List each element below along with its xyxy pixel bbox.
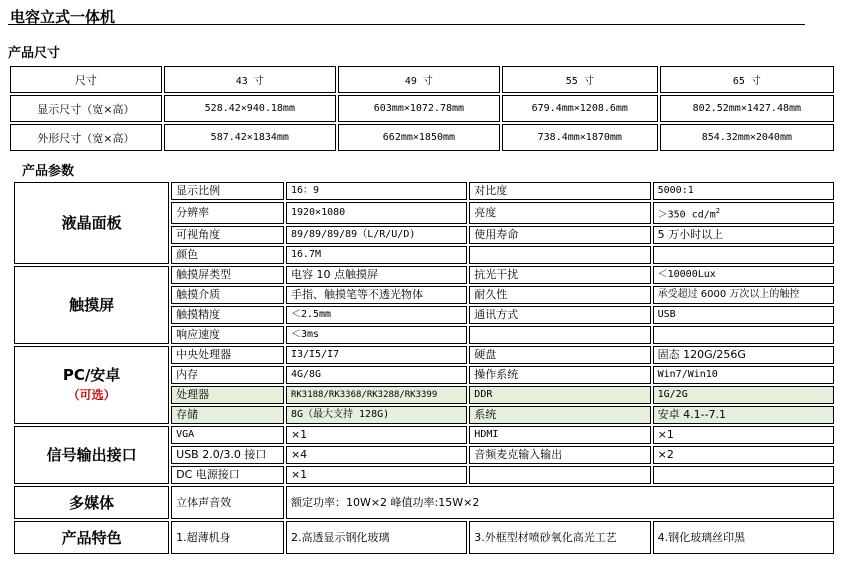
param-key: DDR bbox=[469, 386, 650, 404]
param-key: 内存 bbox=[171, 366, 284, 384]
param-key: 触摸精度 bbox=[171, 306, 284, 324]
feature-item: 1.超薄机身 bbox=[171, 521, 284, 554]
optional-tag: （可选） bbox=[67, 388, 116, 403]
param-row bbox=[14, 426, 834, 444]
param-key: 音频麦克输入输出 bbox=[469, 446, 650, 464]
param-value: ×1 bbox=[286, 426, 467, 444]
param-value: 8G（最大支持 128G) bbox=[286, 406, 467, 424]
param-key: 亮度 bbox=[469, 202, 650, 224]
param-value: 16：9 bbox=[286, 182, 467, 200]
size-cell: 854.32mm×2040mm bbox=[660, 124, 834, 151]
param-value-empty bbox=[653, 326, 834, 344]
param-key: 通讯方式 bbox=[469, 306, 650, 324]
size-cell: 802.52mm×1427.48mm bbox=[660, 95, 834, 122]
param-key: 显示比例 bbox=[171, 182, 284, 200]
size-row-display bbox=[10, 95, 834, 122]
param-row bbox=[14, 521, 834, 554]
size-header-row bbox=[10, 66, 834, 93]
size-header-55: 55 寸 bbox=[502, 66, 658, 93]
param-value: I3/I5/I7 bbox=[286, 346, 467, 364]
param-value: 额定功率：10W×2 峰值功率:15W×2 bbox=[286, 486, 834, 519]
section-heading-params: 产品参数 bbox=[22, 164, 75, 179]
size-header-65: 65 寸 bbox=[660, 66, 834, 93]
size-cell: 528.42×940.18mm bbox=[164, 95, 336, 122]
param-key: 对比度 bbox=[469, 182, 650, 200]
size-header-43: 43 寸 bbox=[164, 66, 336, 93]
param-value: ＜2.5mm bbox=[286, 306, 467, 324]
param-key: 响应速度 bbox=[171, 326, 284, 344]
param-value: Win7/Win10 bbox=[653, 366, 834, 384]
size-table bbox=[8, 64, 836, 153]
size-cell: 679.4mm×1208.6mm bbox=[502, 95, 658, 122]
category-features: 产品特色 bbox=[14, 521, 169, 554]
param-row bbox=[14, 266, 834, 284]
param-key: 系统 bbox=[469, 406, 650, 424]
size-row-label: 显示尺寸（宽×高） bbox=[10, 95, 162, 122]
param-value: 89/89/89/89（L/R/U/D) bbox=[286, 226, 467, 244]
param-value: 4G/8G bbox=[286, 366, 467, 384]
param-value: USB bbox=[653, 306, 834, 324]
param-value: ＜10000Lux bbox=[653, 266, 834, 284]
param-value-empty bbox=[653, 466, 834, 484]
category-pc bbox=[14, 346, 169, 424]
title-divider bbox=[8, 24, 805, 25]
param-value: 固态 120G/256G bbox=[653, 346, 834, 364]
params-table bbox=[12, 180, 836, 556]
param-value: 1920×1080 bbox=[286, 202, 467, 224]
param-key-empty bbox=[469, 466, 650, 484]
param-key: 可视角度 bbox=[171, 226, 284, 244]
param-key: DC 电源接口 bbox=[171, 466, 284, 484]
category-lcd: 液晶面板 bbox=[14, 182, 169, 264]
param-value-empty bbox=[653, 246, 834, 264]
feature-item: 3.外框型材喷砂氧化高光工艺 bbox=[469, 521, 650, 554]
param-value: 5 万小时以上 bbox=[653, 226, 834, 244]
param-value: 电容 10 点触摸屏 bbox=[286, 266, 467, 284]
param-key: 触摸屏类型 bbox=[171, 266, 284, 284]
page-title: 电容立式一体机 bbox=[10, 8, 116, 26]
param-value: RK3188/RK3368/RK3288/RK3399 bbox=[286, 386, 467, 404]
param-value: ×1 bbox=[653, 426, 834, 444]
param-key: USB 2.0/3.0 接口 bbox=[171, 446, 284, 464]
param-key: 中央处理器 bbox=[171, 346, 284, 364]
param-row bbox=[14, 182, 834, 200]
feature-item: 4.钢化玻璃丝印黑 bbox=[653, 521, 834, 554]
size-header-label: 尺寸 bbox=[10, 66, 162, 93]
param-key: 使用寿命 bbox=[469, 226, 650, 244]
param-key: VGA bbox=[171, 426, 284, 444]
param-value: 1G/2G bbox=[653, 386, 834, 404]
param-row bbox=[14, 486, 834, 519]
param-value: ×2 bbox=[653, 446, 834, 464]
category-media: 多媒体 bbox=[14, 486, 169, 519]
param-key: HDMI bbox=[469, 426, 650, 444]
param-key: 抗光干扰 bbox=[469, 266, 650, 284]
brightness-value: ＞350 cd/m bbox=[657, 209, 716, 221]
param-key: 处理器 bbox=[171, 386, 284, 404]
param-key: 触摸介质 bbox=[171, 286, 284, 304]
size-row-label: 外形尺寸（宽×高） bbox=[10, 124, 162, 151]
param-value: 16.7M bbox=[286, 246, 467, 264]
param-key: 分辨率 bbox=[171, 202, 284, 224]
param-key: 硬盘 bbox=[469, 346, 650, 364]
param-key: 立体声音效 bbox=[171, 486, 284, 519]
size-cell: 662mm×1850mm bbox=[338, 124, 500, 151]
param-value: 手指、触摸笔等不透光物体 bbox=[286, 286, 467, 304]
size-cell: 738.4mm×1870mm bbox=[502, 124, 658, 151]
size-cell: 587.42×1834mm bbox=[164, 124, 336, 151]
param-value bbox=[653, 202, 834, 224]
param-value: 承受超过 6000 万次以上的触控 bbox=[653, 286, 834, 304]
category-io: 信号输出接口 bbox=[14, 426, 169, 484]
size-row-outline bbox=[10, 124, 834, 151]
param-key: 操作系统 bbox=[469, 366, 650, 384]
param-value: ×4 bbox=[286, 446, 467, 464]
param-value: ＜3ms bbox=[286, 326, 467, 344]
param-key: 颜色 bbox=[171, 246, 284, 264]
category-touch: 触摸屏 bbox=[14, 266, 169, 344]
param-key: 存储 bbox=[171, 406, 284, 424]
param-key-empty bbox=[469, 246, 650, 264]
param-row bbox=[14, 346, 834, 364]
size-header-49: 49 寸 bbox=[338, 66, 500, 93]
param-key-empty bbox=[469, 326, 650, 344]
category-pc-title: PC/安卓 bbox=[62, 366, 121, 385]
brightness-unit-exponent: 2 bbox=[715, 207, 721, 215]
param-value: ×1 bbox=[286, 466, 467, 484]
param-value: 安卓 4.1--7.1 bbox=[653, 406, 834, 424]
section-heading-size: 产品尺寸 bbox=[8, 46, 61, 61]
param-key: 耐久性 bbox=[469, 286, 650, 304]
size-cell: 603mm×1072.78mm bbox=[338, 95, 500, 122]
param-value: 5000:1 bbox=[653, 182, 834, 200]
feature-item: 2.高透显示钢化玻璃 bbox=[286, 521, 467, 554]
